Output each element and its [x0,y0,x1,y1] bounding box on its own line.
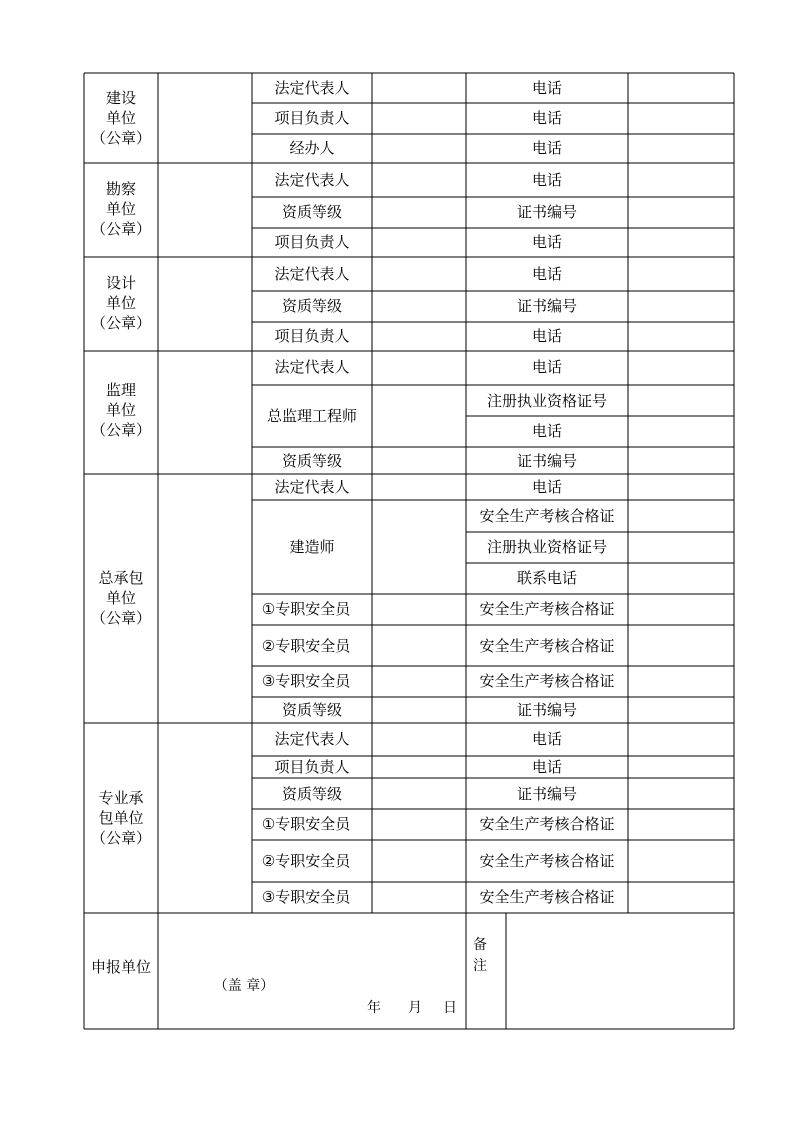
row-right-label: 电话 [531,171,563,189]
row-label: 法定代表人 [274,171,350,189]
row-right-label: 安全生产考核合格证 [479,672,615,690]
row-right-label: 电话 [531,109,563,127]
design-unit-label [91,273,151,333]
safety-officer-1-label: ①专职安全员 [261,815,351,833]
row-right-label: 注册执业资格证号 [486,538,608,556]
row-right-label: 安全生产考核合格证 [479,888,615,906]
row-label: 资质等级 [281,701,343,719]
row-label: 法定代表人 [274,478,350,496]
date-day: 日 [443,1000,457,1016]
row-right-label: 电话 [531,327,563,345]
supervision-unit-line2: 单位 [105,401,137,419]
row-right-label: 电话 [531,478,563,496]
design-unit-line2: 单位 [105,294,137,312]
specialty-contractor-line3: （公章） [90,829,152,847]
supervision-unit-label [91,380,151,440]
remark-char-2: 注 [473,958,487,974]
builder-label: 建造师 [289,538,335,556]
row-right-label: 证书编号 [516,452,578,470]
row-right-label: 电话 [531,422,563,440]
construction-unit-label [91,88,151,148]
row-right-label: 证书编号 [516,203,578,221]
seal-text: （盖 章） [213,978,275,994]
row-label: 资质等级 [281,203,343,221]
row-right-label: 证书编号 [516,297,578,315]
specialty-contractor-line1: 专业承 [98,789,144,807]
row-right-label: 电话 [531,79,563,97]
date-month: 月 [408,1000,422,1016]
date-year: 年 [367,1000,381,1016]
survey-unit-line1: 勘察 [105,180,137,198]
row-right-label: 安全生产考核合格证 [479,637,615,655]
safety-officer-3-label: ③专职安全员 [261,672,351,690]
row-label: 资质等级 [281,452,343,470]
row-right-label: 安全生产考核合格证 [479,600,615,618]
row-right-label: 电话 [531,233,563,251]
row-label: 经办人 [289,139,335,157]
supervision-unit-line1: 监理 [105,381,137,399]
row-label: 法定代表人 [274,730,350,748]
safety-officer-3-label: ③专职安全员 [261,888,351,906]
row-label: 项目负责人 [274,109,350,127]
row-label: 项目负责人 [274,327,350,345]
row-label: 法定代表人 [274,265,350,283]
specialty-contractor-line2: 包单位 [98,809,144,827]
safety-officer-1-label: ①专职安全员 [261,600,351,618]
row-right-label: 安全生产考核合格证 [479,507,615,525]
construction-unit-line3: （公章） [90,129,152,147]
row-label: 法定代表人 [274,358,350,376]
row-right-label: 证书编号 [516,701,578,719]
general-contractor-line2: 单位 [105,589,137,607]
applicant-unit-label: 申报单位 [90,958,152,976]
row-right-label: 电话 [531,139,563,157]
design-unit-line3: （公章） [90,314,152,332]
row-right-label: 电话 [531,758,563,776]
general-contractor-line1: 总承包 [98,569,144,587]
row-label: 项目负责人 [274,758,350,776]
chief-supervisor-label: 总监理工程师 [266,407,358,425]
safety-officer-2-label: ②专职安全员 [261,852,351,870]
survey-unit-line2: 单位 [105,200,137,218]
row-right-label: 电话 [531,358,563,376]
construction-unit-line1: 建设 [105,89,137,107]
row-right-label: 安全生产考核合格证 [479,852,615,870]
survey-unit-label [91,179,151,239]
row-right-label: 安全生产考核合格证 [479,815,615,833]
row-label: 资质等级 [281,297,343,315]
survey-unit-line3: （公章） [90,220,152,238]
construction-unit-line2: 单位 [105,109,137,127]
remark-char-1: 备 [473,937,487,953]
row-right-label: 注册执业资格证号 [486,392,608,410]
general-contractor-label [91,568,151,628]
row-right-label: 电话 [531,730,563,748]
row-label: 资质等级 [281,785,343,803]
row-label: 法定代表人 [274,79,350,97]
general-contractor-line3: （公章） [90,609,152,627]
design-unit-line1: 设计 [105,274,137,292]
row-right-label: 电话 [531,265,563,283]
safety-officer-2-label: ②专职安全员 [261,637,351,655]
row-right-label: 联系电话 [516,569,578,587]
specialty-contractor-label [91,788,151,848]
row-label: 项目负责人 [274,233,350,251]
supervision-unit-line3: （公章） [90,421,152,439]
row-right-label: 证书编号 [516,785,578,803]
